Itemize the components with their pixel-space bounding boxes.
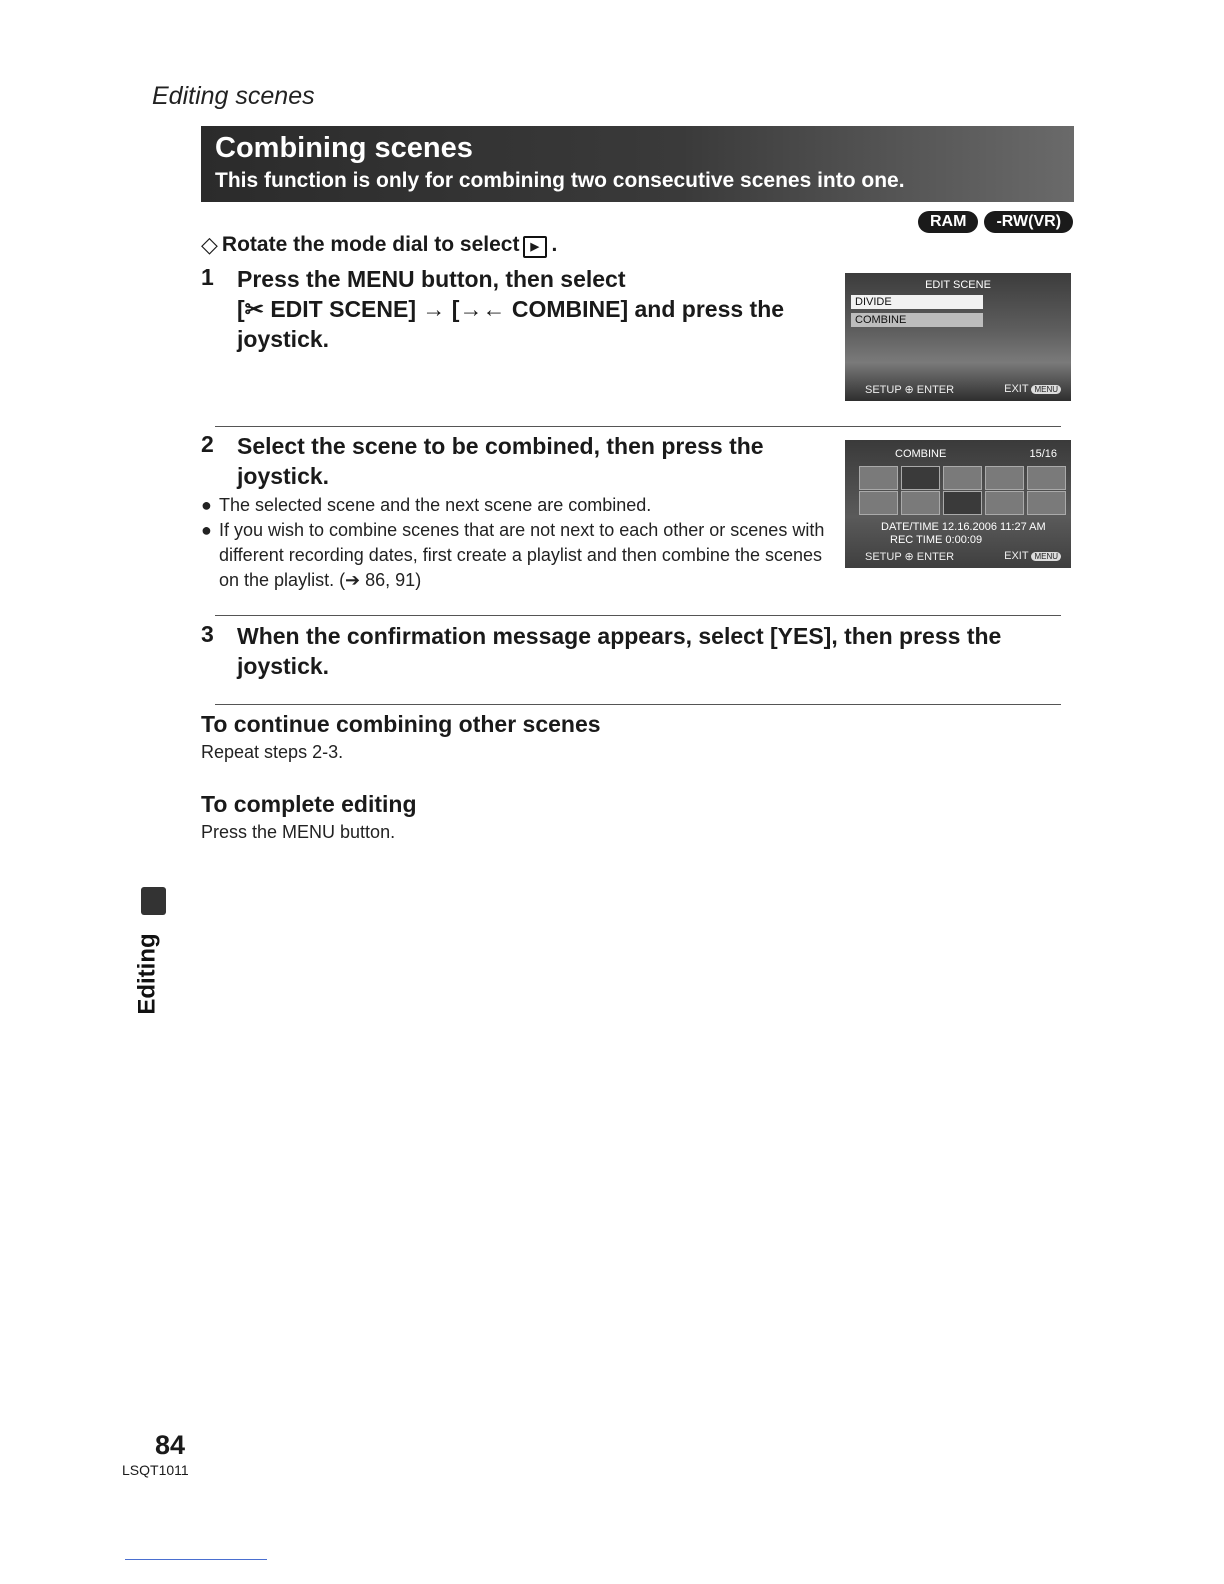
play-mode-icon: ▶ (523, 236, 547, 258)
edit-scene-screen (845, 273, 1071, 401)
document-code: LSQT1011 (122, 1462, 189, 1478)
page-subtitle: This function is only for combining two consecutive scenes into one. (215, 169, 905, 192)
step-1-number: 1 (201, 264, 214, 290)
divider-1 (215, 426, 1061, 427)
rotate-text: Rotate the mode dial to select (221, 233, 520, 256)
rotate-instruction (201, 232, 557, 258)
page-title: Combining scenes (215, 132, 473, 164)
bullet-item: ● If you wish to combine scenes that are not next to each other or scenes with different recording dates, first create a playlist and then combine the scenes on the playlist. (➔ 86, 91) (201, 520, 825, 590)
screen1-footer (865, 383, 1061, 396)
divider-2 (215, 615, 1061, 616)
scene-thumbnail (943, 466, 982, 490)
step-3-line-2: joystick. (237, 653, 330, 679)
thumbnail-row (859, 491, 1066, 515)
bullet-item: ● The selected scene and the next scene are combined. (201, 495, 652, 515)
bottom-rule (125, 1559, 267, 1560)
menu-pill-icon: MENU (1031, 385, 1061, 394)
screen1-header: EDIT SCENE (925, 279, 991, 291)
screen2-counter: 15/16 (1029, 448, 1057, 460)
divider-3 (215, 704, 1061, 705)
step-3-line-1: When the confirmation message appears, select [YES], then press the (237, 623, 1002, 649)
screen2-footer-left: SETUP ⊕ ENTER (865, 551, 955, 563)
scene-thumbnail (901, 491, 940, 515)
step-3-text (237, 621, 1077, 681)
screen2-datetime: DATE/TIME 12.16.2006 11:27 AM (881, 521, 1046, 533)
divide-item: DIVIDE (851, 295, 983, 309)
step-1-line-3: joystick. (237, 326, 330, 352)
section-label: Editing scenes (152, 82, 315, 110)
scene-thumbnail (1027, 466, 1066, 490)
scene-thumbnail (1027, 491, 1066, 515)
step-3-number: 3 (201, 621, 214, 647)
step-2-text (237, 431, 827, 491)
side-tab-label: Editing (133, 933, 161, 1015)
continue-text: Repeat steps 2-3. (201, 742, 344, 762)
combine-screen (845, 440, 1071, 568)
side-tab (132, 925, 172, 1015)
screen2-footer (865, 550, 1061, 563)
complete-text: Press the MENU button. (201, 822, 396, 842)
screen2-header: COMBINE (895, 448, 947, 460)
title-band (201, 126, 1074, 202)
step-2-line-1: Select the scene to be combined, then press the (237, 433, 764, 459)
rw-vr-badge: -RW(VR) (984, 211, 1073, 233)
page-number: 84 (155, 1430, 186, 1460)
thumbnail-row (859, 466, 1066, 490)
step-1-line-2: [✂ EDIT SCENE] → [→← COMBINE] and press the (237, 296, 785, 322)
screen1-footer-right: EXIT MENU (1004, 383, 1061, 396)
scene-thumbnail (859, 491, 898, 515)
scene-thumbnail (901, 466, 940, 490)
rotate-period: . (551, 233, 558, 256)
screen2-rectime: REC TIME 0:00:09 (890, 534, 983, 546)
step-1-line-1: Press the MENU button, then select (237, 266, 626, 292)
scene-thumbnail (985, 491, 1024, 515)
step-1-text (237, 264, 827, 354)
combine-item: COMBINE (851, 313, 983, 327)
step-2-bullets (201, 493, 826, 593)
step-2-number: 2 (201, 431, 214, 457)
diamond-icon: ◇ (201, 232, 218, 257)
complete-heading: To complete editing (201, 791, 417, 817)
side-tab-marker (141, 887, 166, 915)
scene-thumbnail (985, 466, 1024, 490)
continue-heading: To continue combining other scenes (201, 711, 601, 737)
screen2-footer-right: EXIT MENU (1004, 550, 1061, 563)
scene-thumbnail (943, 491, 982, 515)
screen1-footer-left: SETUP ⊕ ENTER (865, 384, 955, 396)
scene-thumbnail (859, 466, 898, 490)
ram-badge: RAM (918, 211, 978, 233)
step-2-line-2: joystick. (237, 463, 330, 489)
media-badges (918, 211, 1073, 233)
menu-pill-icon: MENU (1031, 552, 1061, 561)
